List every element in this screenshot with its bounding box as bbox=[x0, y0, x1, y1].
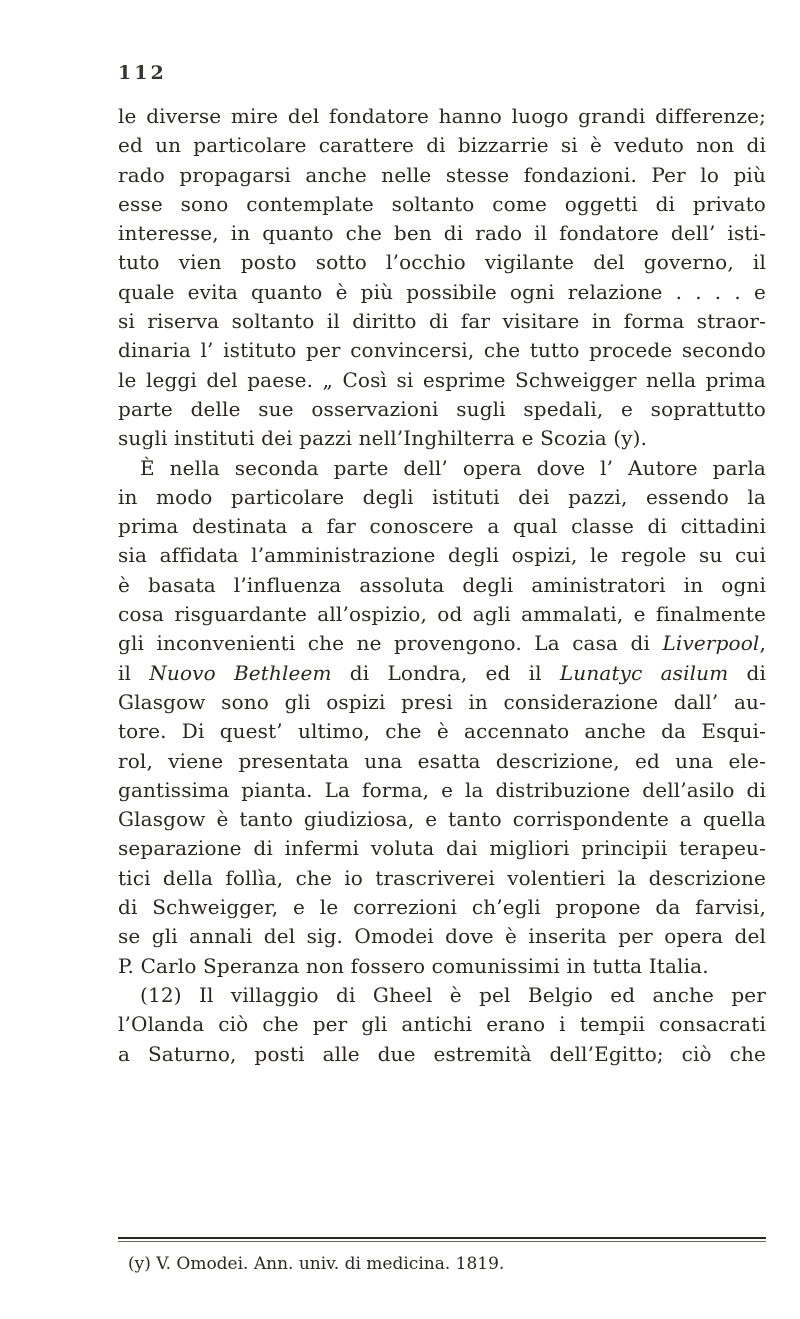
text-line: P. Carlo Speranza non fossero comunissimi in tutta Italia. bbox=[118, 953, 709, 978]
text-line: sugli instituti dei pazzi nell’Inghilterra e Scozia (y). bbox=[118, 426, 648, 451]
text-run: di Londra, ed il bbox=[331, 660, 560, 685]
text-line: rado propagarsi anche nelle stesse fondazioni. Per lo più bbox=[118, 162, 766, 187]
text-line: di Schweigger, e le correzioni ch’egli propone da farvisi, bbox=[118, 895, 766, 920]
body-text bbox=[118, 102, 766, 1069]
text-run: gli inconvenienti che ne provengono. La casa di bbox=[118, 631, 663, 656]
text-line: l’Olanda ciò che per gli antichi erano i tempii consacrati bbox=[118, 1012, 766, 1037]
text-line: Glasgow è tanto giudiziosa, e tanto corrispondente a quella bbox=[118, 807, 766, 832]
text-line: a Saturno, posti alle due estremità dell’Egitto; ciò che bbox=[118, 1041, 766, 1066]
text-line-mixed bbox=[118, 659, 766, 688]
footnote-divider bbox=[118, 1237, 766, 1239]
text-line-mixed bbox=[118, 629, 766, 658]
italic-title: Liverpool bbox=[662, 631, 760, 656]
text-line: È nella seconda parte dell’ opera dove l’ Autore parla bbox=[140, 455, 766, 480]
page-number: 112 bbox=[118, 62, 167, 84]
text-run: , bbox=[759, 631, 766, 656]
footnote: (y) V. Omodei. Ann. univ. di medicina. 1819. bbox=[128, 1254, 505, 1274]
text-line: le diverse mire del fondatore hanno luogo grandi differenze; bbox=[118, 104, 766, 128]
text-line: se gli annali del sig. Omodei dove è inserita per opera del bbox=[118, 924, 766, 949]
text-run: il bbox=[118, 660, 150, 685]
text-line: rol, viene presentata una esatta descrizione, ed una ele- bbox=[118, 748, 766, 773]
text-line: ed un particolare carattere di bizzarrie si è veduto non di bbox=[118, 133, 766, 158]
text-run: di bbox=[728, 660, 766, 685]
text-line: interesse, in quanto che ben di rado il fondatore dell’ isti- bbox=[118, 221, 766, 246]
italic-title: Nuovo Bethleem bbox=[149, 660, 332, 685]
text-line: parte delle sue osservazioni sugli spedali, e soprattutto bbox=[118, 396, 766, 421]
italic-title: Lunatyc asilum bbox=[559, 660, 729, 685]
text-line: le leggi del paese. „ Così si esprime Schweigger nella prima bbox=[118, 367, 766, 392]
footnote-divider-thin bbox=[118, 1241, 766, 1242]
text-line: prima destinata a far conoscere a qual classe di cittadini bbox=[118, 514, 766, 539]
text-line: dinaria l’ istituto per convincersi, che tutto procede secondo bbox=[118, 338, 766, 363]
text-line: Glasgow sono gli ospizi presi in considerazione dall’ au- bbox=[118, 689, 766, 714]
text-line: quale evita quanto è più possibile ogni relazione . . . . e bbox=[118, 279, 766, 304]
text-line: tuto vien posto sotto l’occhio vigilante del governo, il bbox=[118, 250, 766, 275]
text-line: tici della follìa, che io trascriverei volentieri la descrizione bbox=[118, 865, 766, 890]
text-line: tore. Di quest’ ultimo, che è accennato anche da Esqui- bbox=[118, 719, 766, 744]
text-line: esse sono contemplate soltanto come oggetti di privato bbox=[118, 191, 766, 216]
text-line: si riserva soltanto il diritto di far visitare in forma straor- bbox=[118, 309, 766, 334]
text-line: sia affidata l’amministrazione degli ospizi, le regole su cui bbox=[118, 543, 766, 568]
text-line: cosa risguardante all’ospizio, od agli ammalati, e finalmente bbox=[118, 602, 766, 627]
text-line: in modo particolare degli istituti dei pazzi, essendo la bbox=[118, 484, 766, 509]
text-line: è basata l’influenza assoluta degli aministratori in ogni bbox=[118, 572, 766, 597]
text-line: (12) Il villaggio di Gheel è pel Belgio ed anche per bbox=[140, 982, 766, 1007]
text-line: gantissima pianta. La forma, e la distribuzione dell’asilo di bbox=[118, 777, 766, 802]
text-line: separazione di infermi voluta dai migliori principii terapeu- bbox=[118, 836, 766, 861]
